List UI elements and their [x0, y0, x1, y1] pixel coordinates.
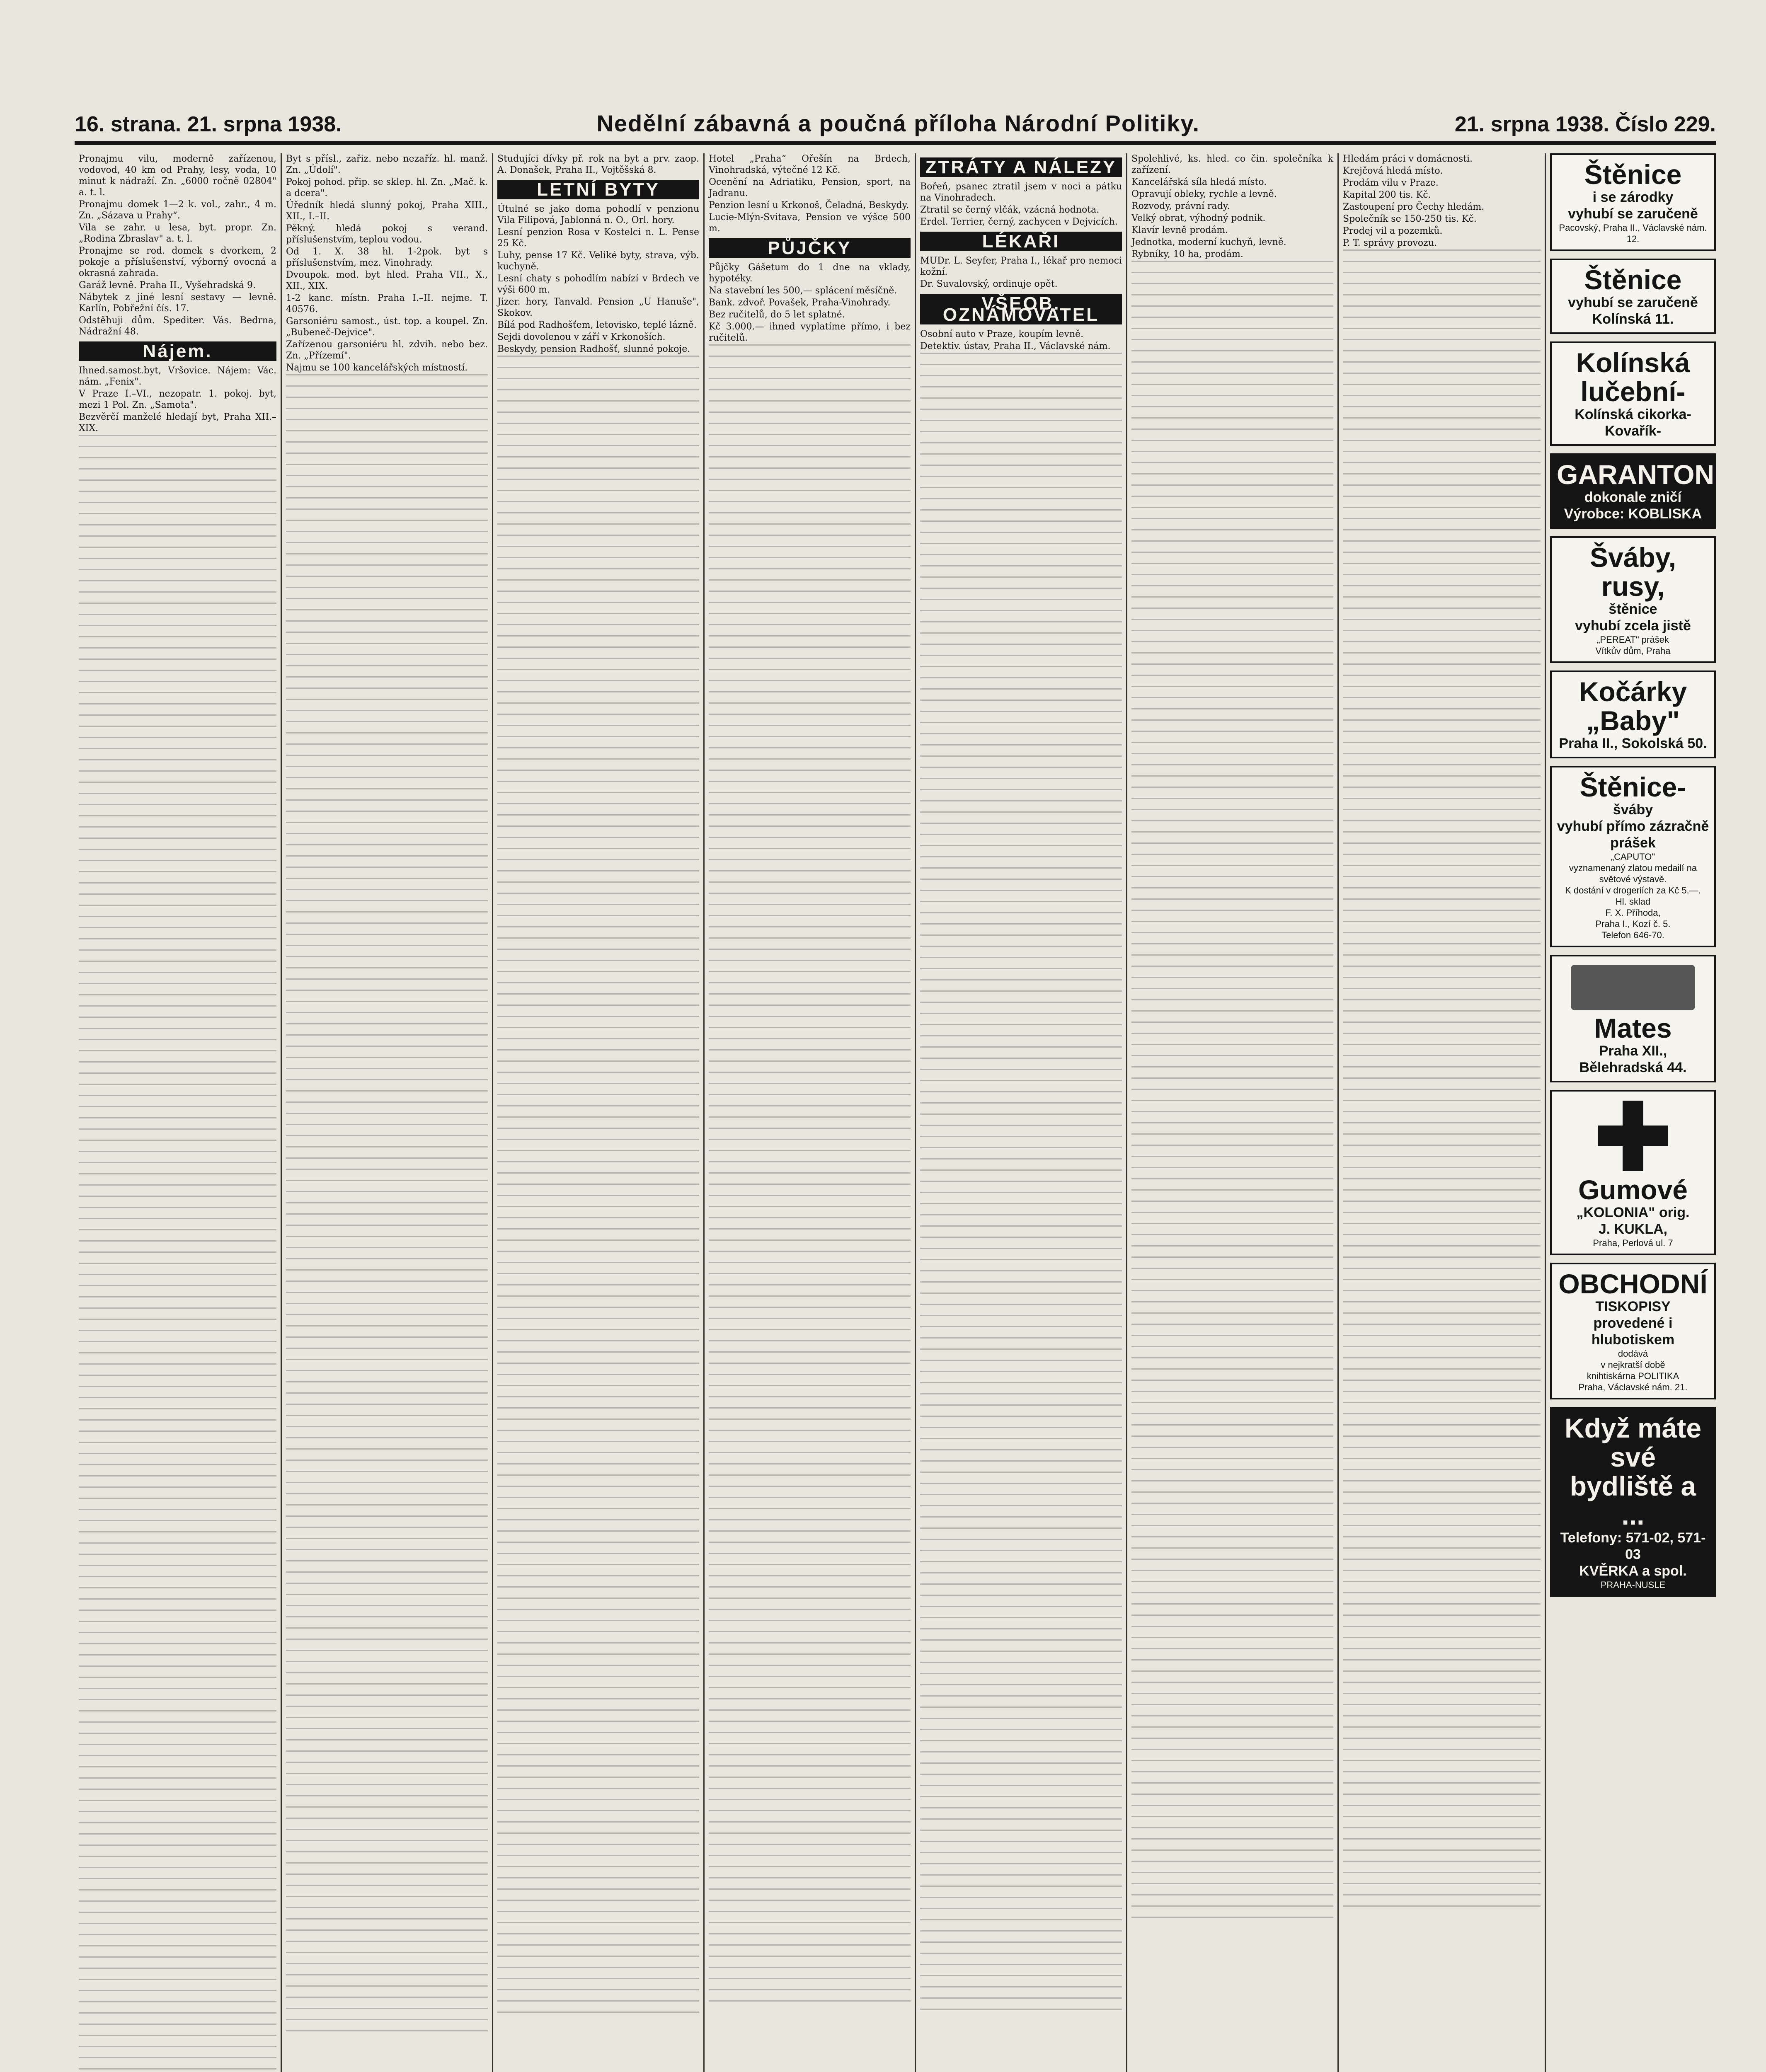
ad-line: GARANTON	[1557, 459, 1715, 490]
classified-ad: Ztratil se černý vlčák, vzácná hodnota.	[920, 205, 1100, 215]
section-heading: VŠEOB. OZNÁMOVATEL	[920, 294, 1122, 324]
ad-line: Mates	[1594, 1013, 1672, 1043]
advertisement	[1550, 670, 1716, 758]
ad-line: Praha, Perlová ul. 7	[1593, 1238, 1673, 1248]
classified-ad: Studujíci dívky př. rok na byt a prv. zaop. A. Donašek, Praha II., Vojtěšská 8.	[497, 154, 699, 175]
advertisement	[1550, 1263, 1716, 1399]
classified-ad: Lesní chaty s pohodlím nabízí v Brdech ve výši 600 m.	[497, 274, 699, 295]
ad-line: Hl. sklad	[1615, 896, 1651, 907]
ad-line: Praha I., Kozí č. 5.	[1595, 919, 1671, 929]
classified-ad: Nábytek z jiné lesní sestavy — levně. Karlín, Pobřežní čís. 17.	[79, 292, 276, 314]
ad-line: Telefony: 571-02, 571-03	[1560, 1530, 1706, 1562]
advertisement	[1550, 153, 1716, 251]
classified-ad: Rozvody, právní rady.	[1131, 201, 1230, 211]
classified-ad: Garsoniéru samost., úst. top. a koupel. Zn. „Bubeneč-Dejvice".	[286, 316, 488, 338]
ad-line: Když máte své bydliště a ...	[1564, 1413, 1702, 1530]
classified-ad: Od 1. X. 38 hl. 1-2pok. byt s příslušenstvím, mez. Vinohrady.	[286, 247, 488, 268]
dense-text-filler	[920, 353, 1122, 2010]
header-title: Nedělní zábavná a poučná příloha Národní Politiky.	[596, 110, 1200, 136]
advertisement	[1550, 1090, 1716, 1255]
ad-line: Praha XII., Bělehradská 44.	[1579, 1043, 1687, 1075]
ad-line: štěnice	[1609, 601, 1657, 617]
advertisement	[1550, 259, 1716, 334]
classified-ad: Na stavební les 500,— splácení měsíčně.	[709, 286, 897, 296]
section-heading: ZTRÁTY A NÁLEZY	[920, 157, 1122, 177]
classified-ad: Prodej vil a pozemků.	[1343, 226, 1443, 236]
ad-line: K dostání v drogeriích za Kč 5.—.	[1565, 885, 1701, 896]
classified-ad: Dvoupok. mod. byt hled. Praha VII., X., XII., XIX.	[286, 270, 488, 291]
classified-ad: Zařízenou garsoniéru hl. zdvih. nebo bez. Zn. „Přízemí".	[286, 339, 488, 361]
classified-ad: Penzion lesní u Krkonoš, Čeladná, Beskydy.	[709, 200, 909, 211]
ad-line: Kolínská cikorka-	[1575, 407, 1691, 422]
classified-ad: Bezvěrčí manželé hledají byt, Praha XII.–XIX.	[79, 412, 276, 433]
classified-ad: Spolehlivé, ks. hled. co čin. společníka k zařízení.	[1131, 154, 1333, 175]
classified-ad: Jizer. hory, Tanvald. Pension „U Hanuše", Skokov.	[497, 297, 699, 318]
section-heading: PŮJČKY	[709, 238, 911, 258]
ad-line: TISKOPISY	[1595, 1299, 1671, 1314]
advertisement	[1550, 955, 1716, 1082]
classified-ad: Odstěhuji dům. Spediter. Vás. Bedrna, Nádražní 48.	[79, 315, 276, 337]
ad-line: Vítkův dům, Praha	[1595, 646, 1671, 656]
column-5	[916, 153, 1127, 2072]
classified-ad: Garáž levně. Praha II., Vyšehradská 9.	[79, 280, 256, 290]
classified-ad: Pronajmu vilu, moderně zařízenou, vodovod, 40 km od Prahy, lesy, voda, 10 minut k nádraží. Zn. „6000 ročně 02804" a. t. l.	[79, 154, 276, 198]
classified-ad: Krejčová hledá místo.	[1343, 166, 1443, 176]
page-header	[75, 104, 1716, 145]
classified-ad: Kancelářská síla hledá místo.	[1131, 177, 1267, 187]
classified-ad: Rybníky, 10 ha, prodám.	[1131, 249, 1243, 259]
classified-ad: Bořeň, psanec ztratil jsem v noci a pátku na Vinohradech.	[920, 182, 1122, 203]
classified-ad: Opravují obleky, rychle a levně.	[1131, 189, 1277, 199]
classified-ad: Pronajmu domek 1—2 k. vol., zahr., 4 m. Zn. „Sázava u Prahy“.	[79, 199, 276, 221]
ad-line: vyhubí zcela jistě	[1575, 618, 1691, 634]
advertisement	[1550, 536, 1716, 663]
classified-ad: Erdel. Terrier, černý, zachycen v Dejvicích.	[920, 217, 1118, 227]
classified-ad: Bank. zdvoř. Povašek, Praha-Vinohrady.	[709, 298, 891, 308]
classified-ad: Velký obrat, výhodný podnik.	[1131, 213, 1266, 223]
ad-line: Štěnice	[1584, 159, 1682, 190]
classified-ad: Kapital 200 tis. Kč.	[1343, 190, 1431, 200]
classified-ad: Pěkný. hledá pokoj s verand. příslušenstvím, teplou vodou.	[286, 223, 488, 245]
ad-line: i se zárodky	[1592, 189, 1674, 205]
column-4	[705, 153, 916, 2072]
header-left: 16. strana. 21. srpna 1938.	[75, 112, 342, 136]
classified-ad: V Praze I.–VI., nezopatr. 1. pokoj. byt, mezi 1 Pol. Zn. „Samota".	[79, 389, 276, 410]
ad-line: Praha, Václavské nám. 21.	[1578, 1382, 1688, 1392]
classified-ad: Pronajme se rod. domek s dvorkem, 2 pokoje a příslušenství, výborný ovocná a okrasná zahrada.	[79, 246, 276, 278]
column-1	[75, 153, 282, 2072]
ad-line: „KOLONIA" orig.	[1576, 1205, 1690, 1220]
classified-ad: MUDr. L. Seyfer, Praha I., lékař pro nemoci kožní.	[920, 256, 1122, 277]
ad-line: vyznamenaný zlatou medailí na světové výstavě.	[1569, 863, 1697, 884]
section-heading: LETNÍ BYTY	[497, 180, 699, 199]
ad-line: Pacovský, Praha II., Václavské nám. 12.	[1559, 223, 1707, 244]
truck-icon	[1571, 965, 1695, 1010]
section-heading: LÉKAŘI	[920, 232, 1122, 251]
ad-line: „CAPUTO"	[1611, 852, 1655, 862]
section-heading: Nájem.	[79, 341, 276, 361]
columns-area	[75, 153, 1716, 2072]
classified-ad: Kč 3.000.— ihned vyplatíme přímo, i bez ručitelů.	[709, 322, 911, 343]
dense-text-filler	[286, 374, 488, 2032]
column-7	[1339, 153, 1546, 2072]
ad-line: provedené i hlubotiskem	[1591, 1315, 1675, 1348]
ad-line: vyhubí se zaručeně	[1568, 295, 1698, 310]
ad-line: šváby	[1613, 802, 1653, 818]
classified-ad: Zastoupení pro Čechy hledám.	[1343, 202, 1485, 212]
ad-line: Kočárky „Baby"	[1579, 676, 1687, 736]
ad-line: „PEREAT" prášek	[1597, 634, 1669, 645]
dense-text-filler	[1131, 261, 1333, 1918]
ad-line: Gumové	[1578, 1174, 1688, 1205]
classified-ad: Bílá pod Radhošťem, letovisko, teplé lázně.	[497, 320, 697, 330]
advertisement	[1550, 453, 1716, 529]
ads-column	[1550, 153, 1716, 2072]
classified-ad: 1-2 kanc. místn. Praha I.–II. nejme. T. 40576.	[286, 293, 488, 315]
ad-line: PRAHA-NUSLE	[1600, 1580, 1666, 1590]
classified-ad: Osobní auto v Praze, koupím levně.	[920, 329, 1084, 339]
classified-ad: Ihned.samost.byt, Vršovice. Nájem: Vác. nám. „Fenix".	[79, 366, 276, 387]
classified-ad: P. T. správy provozu.	[1343, 238, 1437, 248]
ad-line: Kolínská lučební-	[1576, 347, 1690, 407]
dense-text-filler	[1343, 249, 1541, 1907]
classified-ad: Prodám vilu v Praze.	[1343, 178, 1439, 188]
ad-line: Šváby, rusy,	[1590, 542, 1676, 602]
dense-text-filler	[709, 344, 911, 2002]
dense-text-filler	[497, 356, 699, 2013]
ad-line: Výrobce: KOBLISKA	[1564, 506, 1702, 522]
classified-ad: Společník se 150-250 tis. Kč.	[1343, 214, 1477, 224]
header-right: 21. srpna 1938. Číslo 229.	[1454, 112, 1716, 136]
column-6	[1127, 153, 1339, 2072]
advertisement	[1550, 766, 1716, 947]
classified-ad: Hotel „Praha“ Ořešín na Brdech, Vinohradská, výtečné 12 Kč.	[709, 154, 911, 175]
ad-line: Kovařík-	[1604, 423, 1662, 439]
classified-ad: Lucie-Mlýn-Svitava, Pension ve výšce 500 m.	[709, 212, 911, 234]
ad-line: F. X. Příhoda,	[1605, 908, 1661, 918]
classified-ad: Pokoj pohod. přip. se sklep. hl. Zn. „Mač. k. a dcera".	[286, 177, 488, 198]
classified-ad: Útulné se jako doma pohodlí v penzionu Vila Filipová, Jablonná n. O., Orl. hory.	[497, 204, 699, 225]
ad-line: KVĚRKA a spol.	[1579, 1563, 1687, 1579]
ad-line: dokonale zničí	[1584, 489, 1682, 505]
ad-line: J. KUKLA,	[1598, 1221, 1668, 1237]
newspaper-page	[75, 104, 1716, 2072]
ad-line: Praha II., Sokolská 50.	[1559, 736, 1707, 751]
ad-line: vyhubí se zaručeně	[1568, 206, 1698, 222]
classified-ad: Sejdi dovolenou v září v Krkonoších.	[497, 332, 666, 342]
classified-ad: Půjčky Gášetum do 1 dne na vklady, hypotéky.	[709, 262, 911, 284]
classified-ad: Beskydy, pension Radhošť, slunné pokoje.	[497, 344, 690, 354]
ad-line: vyhubí přímo zázračně prášek	[1557, 818, 1709, 851]
column-2	[282, 153, 493, 2072]
dense-text-filler	[79, 435, 276, 2072]
advertisement	[1550, 341, 1716, 446]
classified-ad: Detektiv. ústav, Praha II., Václavské nám.	[920, 341, 1111, 351]
ad-line: dodává	[1618, 1348, 1648, 1359]
classified-ad: Lesní penzion Rosa v Kostelci n. L. Pense 25 Kč.	[497, 227, 699, 249]
ad-line: Telefon 646-70.	[1601, 930, 1664, 940]
ad-line: Štěnice	[1584, 264, 1682, 295]
classified-ad: Byt s přísl., zařiz. nebo nezaříz. hl. manž. Zn. „Údolí".	[286, 154, 488, 175]
red-cross-icon	[1598, 1101, 1668, 1171]
classified-ad: Dr. Suvalovský, ordinuje opět.	[920, 279, 1058, 289]
classified-ad: Jednotka, moderní kuchyň, levně.	[1131, 237, 1286, 247]
ad-line: v nejkratší době	[1601, 1360, 1665, 1370]
advertisement	[1550, 1407, 1716, 1597]
classified-ad: Hledám práci v domácnosti.	[1343, 154, 1473, 164]
ad-line: knihtiskárna POLITIKA	[1587, 1371, 1679, 1381]
classified-ad: Bez ručitelů, do 5 let splatné.	[709, 310, 845, 320]
classified-ad: Najmu se 100 kancelářských místností.	[286, 363, 468, 373]
classified-ad: Ocenění na Adriatiku, Pension, sport, na Jadranu.	[709, 177, 911, 198]
ad-line: OBCHODNÍ	[1558, 1268, 1708, 1299]
classified-ad: Luhy, pense 17 Kč. Veliké byty, strava, výb. kuchyně.	[497, 250, 699, 272]
ad-line: Kolínská 11.	[1592, 311, 1674, 327]
classified-ad: Klavír levně prodám.	[1131, 225, 1228, 235]
column-3	[493, 153, 705, 2072]
ad-line: Štěnice-	[1579, 772, 1686, 802]
classified-ad: Vila se zahr. u lesa, byt. propr. Zn. „Rodina Zbraslav" a. t. l.	[79, 223, 276, 244]
classified-ad: Úředník hledá slunný pokoj, Praha XIII., XII., I.–II.	[286, 200, 488, 222]
